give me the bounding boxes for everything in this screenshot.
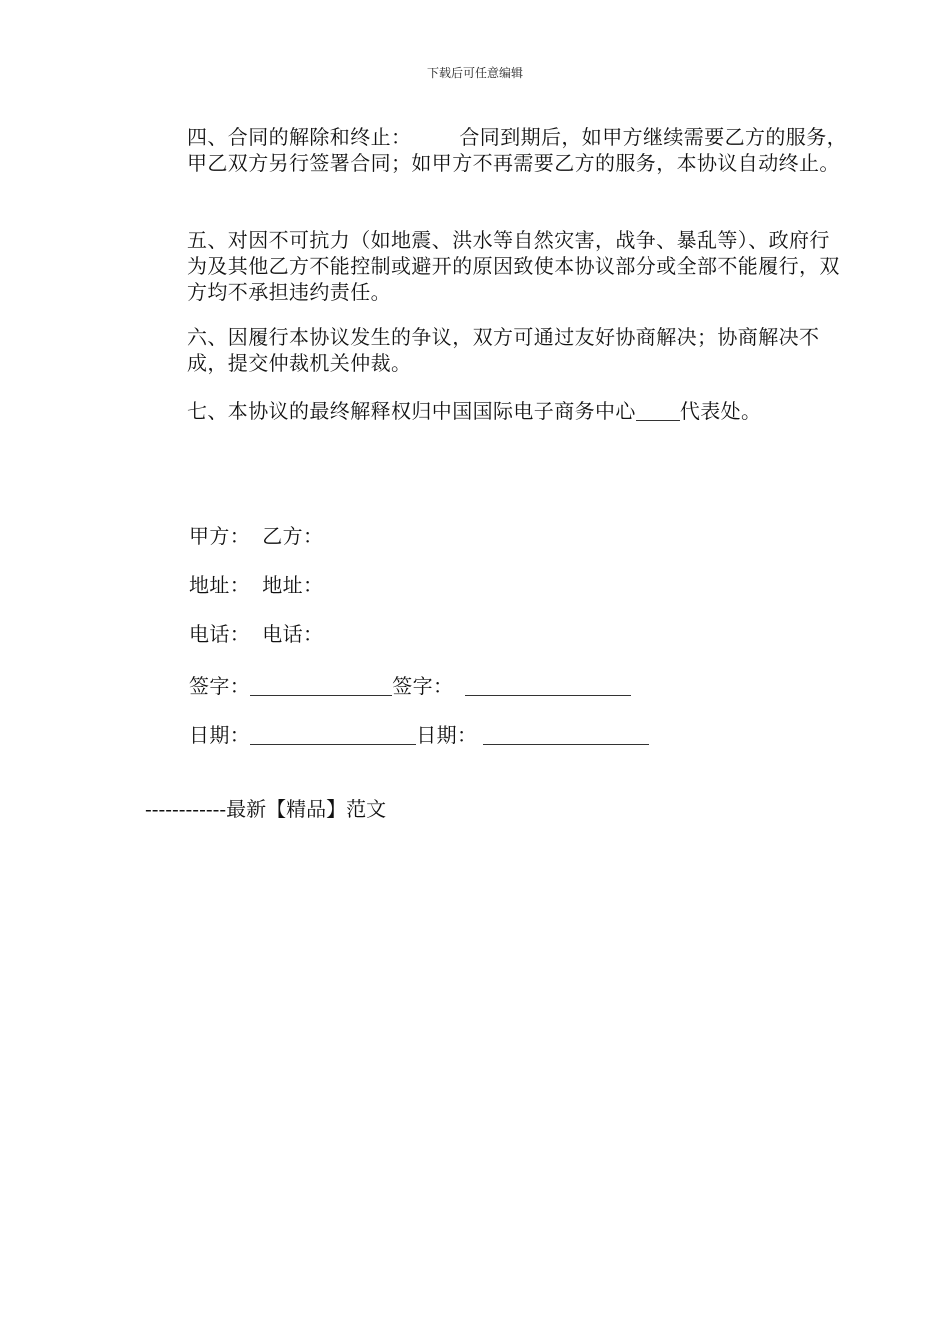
party-a-label: 甲方：	[189, 524, 251, 548]
date-a-line	[250, 724, 416, 745]
header-note: 下载后可任意编辑	[426, 66, 523, 80]
address-row	[189, 572, 323, 598]
address-b-label: 地址：	[262, 573, 324, 597]
phone-a-label: 电话：	[189, 622, 251, 646]
sign-b-line	[465, 675, 631, 696]
clause-4	[145, 124, 847, 176]
clause-7-suffix: 代表处。	[679, 399, 762, 423]
date-b-label: 日期：	[416, 723, 478, 747]
party-row	[189, 523, 323, 549]
clause-5: 五、对因不可抗力（如地震、洪水等自然灾害，战争、暴乱等）、政府行为及其他乙方不能控制或避开的原因致使本协议部分或全部不能履行，双方均不承担违约责任。	[187, 228, 840, 304]
party-b-label: 乙方：	[262, 524, 324, 548]
sign-a-line	[250, 675, 392, 696]
clause-7	[145, 398, 847, 424]
phone-row	[189, 621, 323, 647]
phone-b-label: 电话：	[262, 622, 324, 646]
clause-4-body: 合同到期后，如甲方继续需要乙方的服务，甲乙双方另行签署合同；如甲方不再需要乙方的服务，本协议自动终止。	[187, 125, 848, 175]
sign-b-label: 签字：	[392, 674, 454, 698]
sign-a-label: 签字：	[189, 674, 251, 698]
clause-7-text: 七、本协议的最终解释权归中国国际电子商务中心	[187, 399, 636, 423]
address-a-label: 地址：	[189, 573, 251, 597]
signature-row	[189, 673, 631, 699]
clause-4-title: 四、合同的解除和终止：	[187, 125, 412, 149]
representative-office-blank	[636, 400, 680, 421]
footer-banner: ------------最新【精品】范文	[145, 797, 387, 821]
date-a-label: 日期：	[189, 723, 251, 747]
clause-6: 六、因履行本协议发生的争议，双方可通过友好协商解决；协商解决不成，提交仲裁机关仲裁。	[187, 325, 820, 375]
date-b-line	[483, 724, 649, 745]
date-row	[189, 722, 649, 748]
